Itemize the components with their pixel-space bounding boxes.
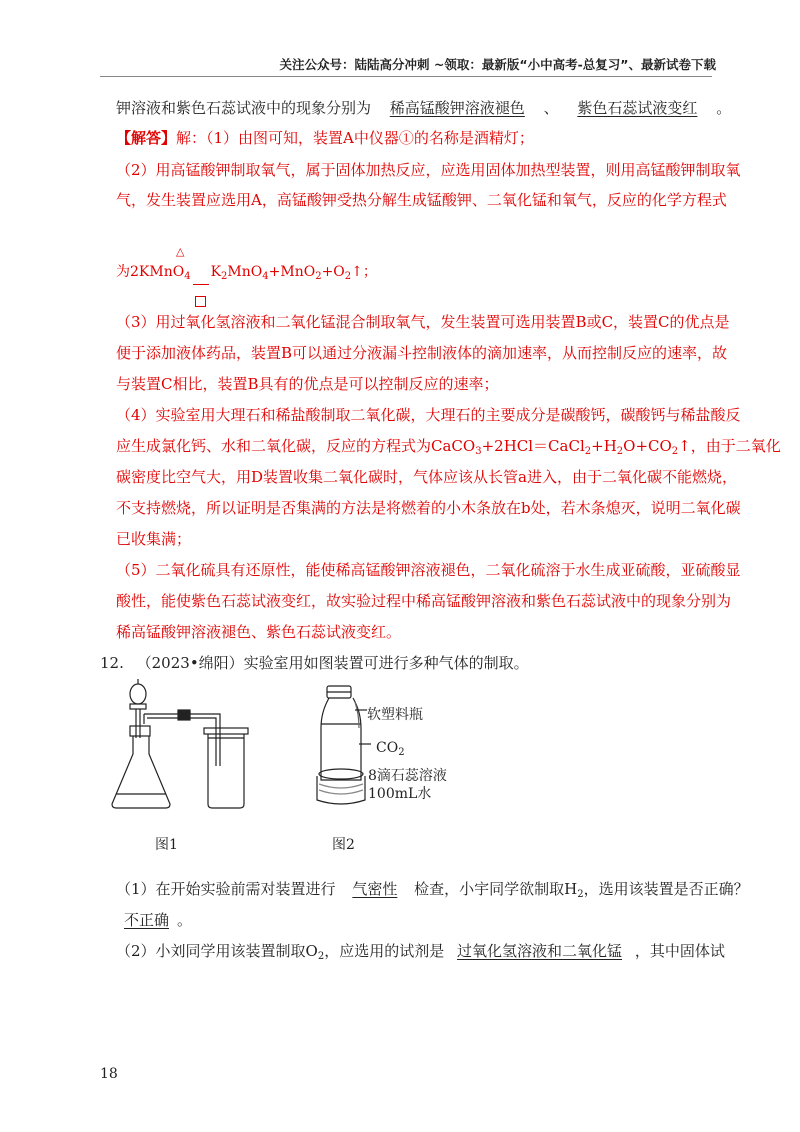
eq-sub: 2 xyxy=(221,271,228,282)
label-gas-sub: 2 xyxy=(398,747,405,758)
solution-p2-l2: 气，发生装置应选用A，高锰酸钾受热分解生成锰酸钾、二氧化锰和氧气，反应的化学方程式 xyxy=(116,191,727,209)
sub-question-1-answer xyxy=(116,910,192,930)
question-12-stem xyxy=(100,653,529,673)
q1-end: ，选用该装置是否正确？ xyxy=(583,880,749,898)
sub-question-2 xyxy=(116,941,725,961)
solution-p4-l2 xyxy=(116,436,781,456)
header-divider xyxy=(100,76,712,77)
solution-p3-l3: 与装置C相比，装置B具有的优点是可以控制反应的速率； xyxy=(116,375,499,393)
eq-sub: 2 xyxy=(344,271,352,282)
solution-p4-l1: （4）实验室用大理石和稀盐酸制取二氧化碳，大理石的主要成分是碳酸钙，碳酸钙与稀盐酸反 xyxy=(116,406,741,424)
label-water: 100mL水 xyxy=(368,786,432,802)
q1-prefix: （1）在开始实验前需对装置进行 xyxy=(116,880,336,898)
q1-mid: 检查，小宇同学欲制取H xyxy=(414,880,578,898)
eq-part: +MnO xyxy=(268,264,316,280)
solution-p1-text: 解：（1）由图可知，装置A中仪器①的名称是酒精灯； xyxy=(176,129,534,147)
answer-blank-2: 紫色石蕊试液变红 xyxy=(577,99,698,117)
solution-p5-l3: 稀高锰酸钾溶液褪色、紫色石蕊试液变红。 xyxy=(116,623,402,641)
q2-sub: 2 xyxy=(317,951,325,962)
eq-sub: 4 xyxy=(262,271,269,282)
q1-answer-end: 。 xyxy=(177,911,193,929)
eq-sub: 2 xyxy=(315,271,322,282)
question-number: 12. xyxy=(100,654,124,672)
p4-sub: 2 xyxy=(584,446,592,457)
p4-part: ↑，由于二氧化 xyxy=(678,437,781,455)
solution-p5-l1: （5）二氧化硫具有还原性，能使稀高锰酸钾溶液褪色，二氧化硫溶于水生成亚硫酸，亚硫酸显 xyxy=(116,561,741,579)
p4-sub: 2 xyxy=(616,446,624,457)
answer-blank-1: 稀高锰酸钾溶液褪色 xyxy=(389,99,525,117)
eq-part: MnO xyxy=(227,264,263,280)
q2-end: ，其中固体试 xyxy=(634,942,725,960)
p4-part: +H xyxy=(591,437,617,455)
eq-part: 为2KMnO xyxy=(116,264,185,280)
sub-question-1 xyxy=(116,879,749,899)
p4-part: +2HCl＝CaCl xyxy=(481,437,585,455)
solution-p1 xyxy=(116,128,534,148)
eq-sub: 4 xyxy=(184,271,191,282)
figure-1-caption: 图1 xyxy=(155,837,178,853)
eq-part: K xyxy=(210,264,222,280)
p4-sub: 3 xyxy=(475,446,482,457)
solution-p4-l5: 已收集满； xyxy=(116,530,192,548)
q1-sub: 2 xyxy=(577,889,584,900)
answer-end: 。 xyxy=(716,99,732,117)
p4-sub: 2 xyxy=(671,446,679,457)
page-header: 关注公众号：陆陆高分冲刺 ~领取：最新版“小中高考-总复习”、最新试卷下载 xyxy=(279,57,716,72)
answer-line xyxy=(116,98,731,118)
label-bottle: 软塑料瓶 xyxy=(367,707,423,723)
figure-1-apparatus xyxy=(100,676,280,826)
solution-p4-l4: 不支持燃烧，所以证明是否集满的方法是将燃着的小木条放在b处，若木条熄灭，说明二氧化碳 xyxy=(116,499,741,517)
solution-p3-l2: 便于添加液体药品，装置B可以通过分液漏斗控制液体的滴加速率，从而控制反应的速率，故 xyxy=(116,344,728,362)
p4-part: O+CO xyxy=(623,437,672,455)
label-drops: 8滴石蕊溶液 xyxy=(368,768,447,784)
q2-mid: ，应选用的试剂是 xyxy=(324,942,445,960)
solution-p2-l1: （2）用高锰酸钾制取氧气，属于固体加热反应，应选用固体加热型装置，则用高锰酸钾制取氧 xyxy=(116,161,741,179)
chemical-equation xyxy=(116,262,377,282)
label-gas-text: CO xyxy=(376,740,399,756)
answer-separator: 、 xyxy=(543,99,559,117)
answer-prefix: 钾溶液和紫色石蕊试液中的现象分别为 xyxy=(116,99,372,117)
reaction-condition: △ xyxy=(176,245,185,258)
solution-p4-l3: 碳密度比空气大，用D装置收集二氧化碳时，气体应该从长管a进入，由于二氧化碳不能燃烧， xyxy=(116,468,737,486)
solution-p3-l1: （3）用过氧化氢溶液和二氧化锰混合制取氧气，发生装置可选用装置B或C，装置C的优点是 xyxy=(116,313,730,331)
label-gas xyxy=(376,738,405,758)
q2-answer-blank: 过氧化氢溶液和二氧化锰 xyxy=(457,942,623,960)
eq-box-glyph xyxy=(195,291,206,311)
eq-part: +O xyxy=(321,264,345,280)
question-text: （2023•绵阳）实验室用如图装置可进行多种气体的制取。 xyxy=(136,654,529,672)
page-number: 18 xyxy=(100,1066,118,1082)
q2-prefix: （2）小刘同学用该装置制取O xyxy=(116,942,318,960)
q1-answer-blank-2: 不正确 xyxy=(124,911,170,929)
solution-p5-l2: 酸性，能使紫色石蕊试液变红，故实验过程中稀高锰酸钾溶液和紫色石蕊试液中的现象分别为 xyxy=(116,592,732,610)
p4-part: 应生成氯化钙、水和二氧化碳，反应的方程式为CaCO xyxy=(116,437,476,455)
q1-answer-blank: 气密性 xyxy=(352,880,398,898)
figure-2-caption: 图2 xyxy=(332,837,355,853)
solution-label: 【解答】 xyxy=(116,129,177,147)
eq-part: ↑； xyxy=(351,264,377,280)
